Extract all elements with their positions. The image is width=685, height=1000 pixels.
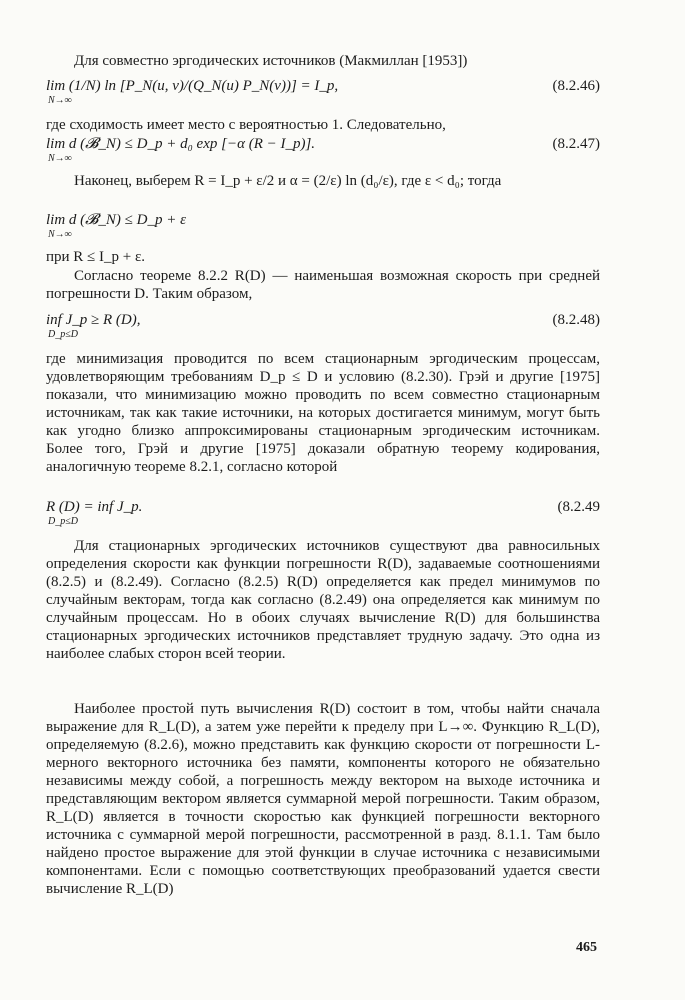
page-number: 465 bbox=[576, 940, 597, 955]
formula-expression: inf J_p ≥ R (D), bbox=[46, 312, 141, 328]
formula-expression: R (D) = inf J_p. bbox=[46, 499, 143, 515]
formula-expression: lim d (𝓑_N) ≤ D_p + ε bbox=[46, 212, 186, 228]
paragraph-4: при R ≤ I_p + ε. bbox=[46, 249, 146, 265]
paragraph-5: Согласно теореме 8.2.2 R(D) — наименьшая возможная скорость при средней погрешности D. Таким образом, bbox=[46, 268, 600, 302]
formula-subscript: D_p≤D bbox=[48, 516, 78, 527]
paragraph-3: Наконец, выберем R = I_p + ε/2 и α = (2/ε) ln (d₀/ε), где ε < d₀; тогда bbox=[74, 173, 502, 189]
formula-expression: lim d (𝓑_N) ≤ D_p + d₀ exp [−α (R − I_p)]. bbox=[46, 136, 316, 152]
equation-number: (8.2.46) bbox=[552, 78, 600, 94]
formula-8-2-49 bbox=[46, 497, 600, 527]
paragraph-1: Для совместно эргодических источников (Макмиллан [1953]) bbox=[74, 53, 468, 69]
paragraph-7: Для стационарных эргодических источников существуют два равносильных определения скорости как функции погрешности R(D), задаваемые соотношениями (8.2.5) и (8.2.49). Согласно (8.2.5) R(D) определяется как предел минимумов по случайным векторам, тогда как согласно (8.2.49) она определяется как минимум по случайным процессам. Но в обоих случаях вычисление R(D) для большинства стационарных эргодических источников представляет трудную задачу. Это одна из наиболее слабых сторон всей теории. bbox=[46, 538, 600, 662]
formula-expression: lim (1/N) ln [P_N(u, v)/(Q_N(u) P_N(v))] = I_p, bbox=[46, 78, 339, 94]
equation-number: (8.2.47) bbox=[552, 136, 600, 152]
formula-subscript: N→∞ bbox=[48, 229, 72, 240]
formula-subscript: N→∞ bbox=[48, 153, 72, 164]
paragraph-6: где минимизация проводится по всем стационарным эргодическим процессам, удовлетворяющим требованиям D_p ≤ D и условию (8.2.30). Грэй и другие [1975] показали, что минимизацию можно проводить по всем совместно стационарным источникам, так как такие источники, на которых достигается минимум, могут быть как угодно близко аппроксимированы стационарным эргодическим источникам. Более того, Грэй и другие [1975] доказали обратную теорему кодирования, аналогичную теореме 8.2.1, согласно которой bbox=[46, 351, 600, 475]
formula-subscript: N→∞ bbox=[48, 95, 72, 106]
formula-limit-epsilon bbox=[46, 210, 600, 240]
formula-8-2-46 bbox=[46, 76, 600, 106]
formula-8-2-48 bbox=[46, 310, 600, 340]
paragraph-8: Наиболее простой путь вычисления R(D) состоит в том, чтобы найти сначала выражение для R_L(D), а затем уже перейти к пределу при L→∞. Функцию R_L(D), определяемую (8.2.6), можно представить как функцию скорости от погрешности L-мерного векторного источника без памяти, компоненты которого не обязательно независимы между собой, а погрешность между вектором на выходе источника и представляющим вектором является суммарной мерой погрешности. Таким образом, R_L(D) является в точности скоростью как функцией погрешности векторного источника с суммарной мерой погрешности, рассмотренной в разд. 8.1.1. Там было найдено простое выражение для этой функции в случае источника с независимыми компонентами. Если с помощью соответствующих преобразований удается свести вычисление R_L(D) bbox=[46, 701, 600, 897]
equation-number: (8.2.49 bbox=[557, 499, 600, 515]
equation-number: (8.2.48) bbox=[552, 312, 600, 328]
formula-8-2-47 bbox=[46, 134, 600, 164]
paragraph-2: где сходимость имеет место с вероятностью 1. Следовательно, bbox=[46, 117, 446, 133]
formula-subscript: D_p≤D bbox=[48, 329, 78, 340]
